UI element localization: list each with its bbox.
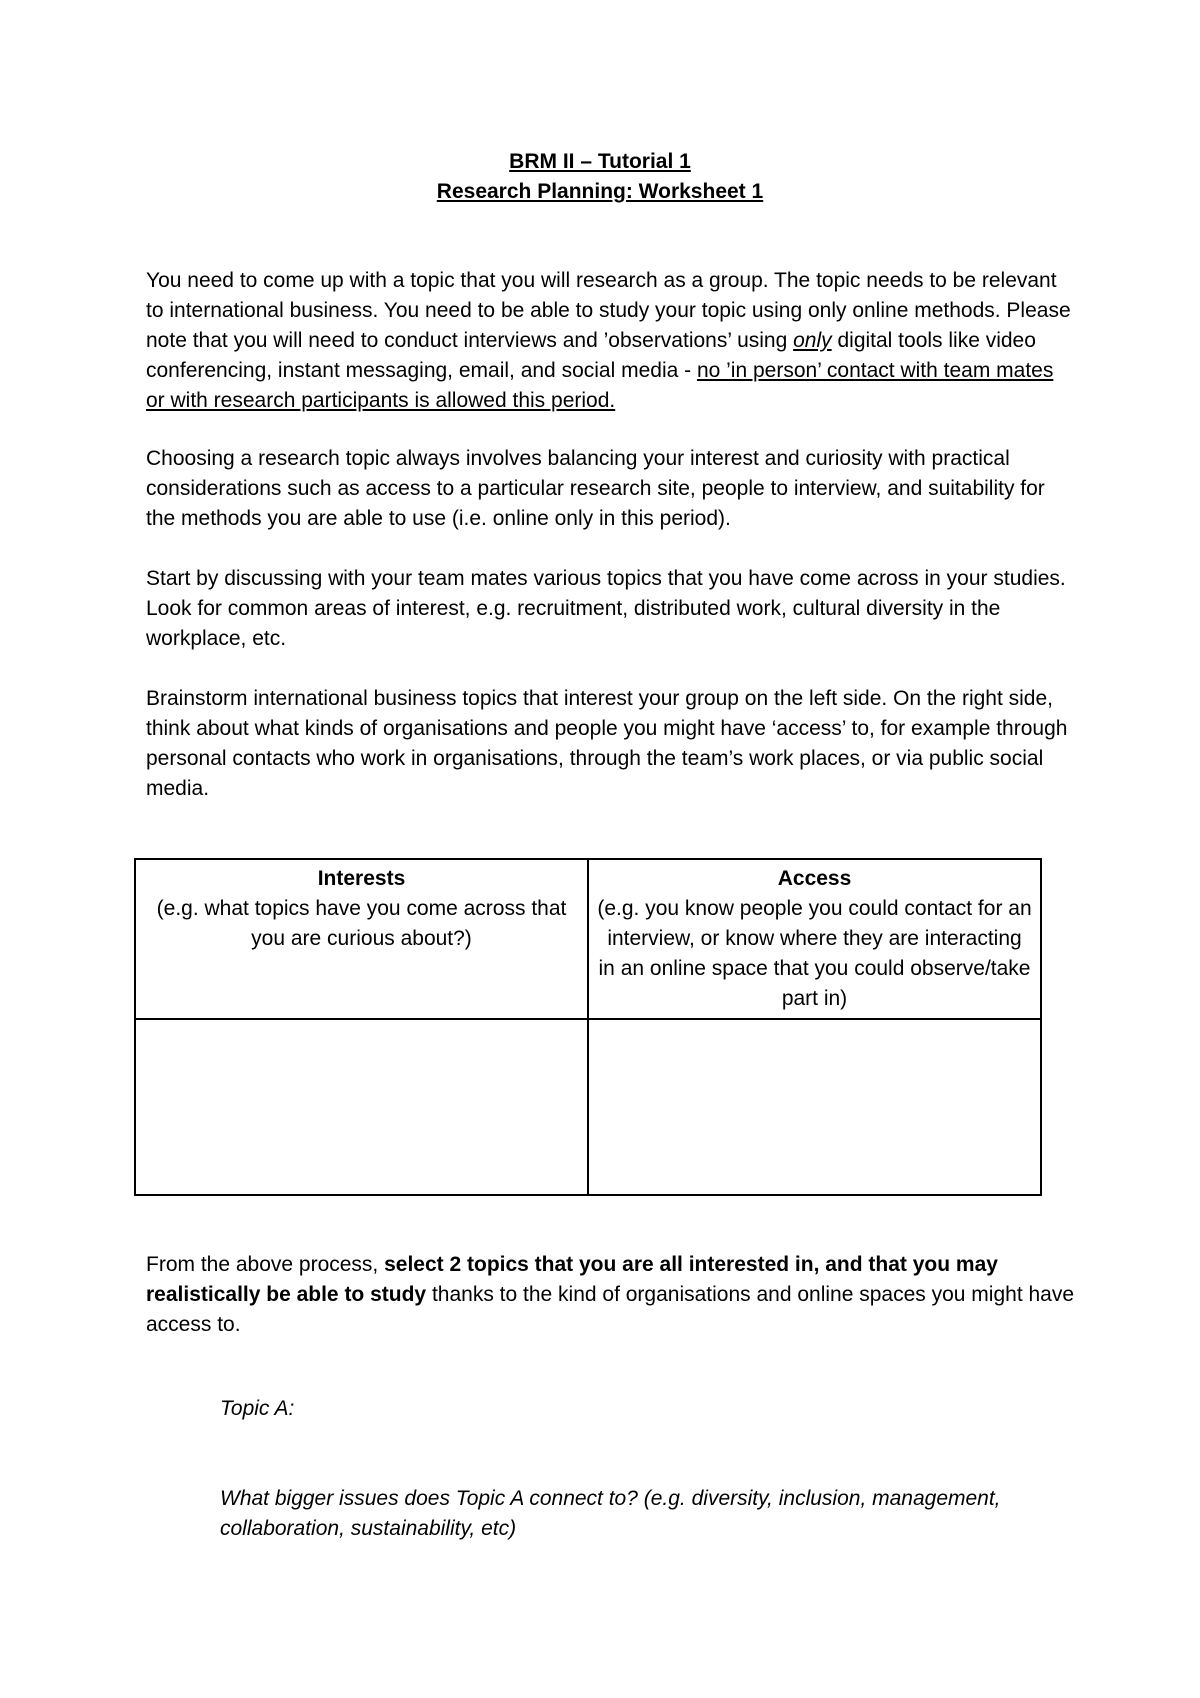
table-answer-row bbox=[135, 1019, 1041, 1195]
interests-header-cell bbox=[135, 859, 588, 1019]
intro-text-a: You need to come up with a topic that you will research as a group. The topic needs to be relevant to international business. You need to be able to study your topic using only online methods. Please note that you will need to conduct interviews and ’observations’ using bbox=[146, 269, 1071, 352]
access-answer-cell[interactable] bbox=[588, 1019, 1041, 1195]
interests-column-description: (e.g. what topics have you come across that you are curious about?) bbox=[156, 897, 567, 950]
interests-answer-cell[interactable] bbox=[135, 1019, 588, 1195]
worksheet-subtitle: Research Planning: Worksheet 1 bbox=[436, 180, 764, 203]
intro-text-b: digital tools like video conferencing, instant messaging, email, and social media - bbox=[146, 329, 1036, 382]
choosing-paragraph: Choosing a research topic always involves balancing your interest and curiosity with practical considerations such as access to a particular research site, people to interview, and suitability for the methods you are able to use (i.e. online only in this period). bbox=[146, 447, 1045, 530]
selection-text-b: thanks to the kind of organisations and online spaces you might have access to. bbox=[146, 1283, 1075, 1336]
access-header-cell bbox=[588, 859, 1041, 1019]
selection-paragraph bbox=[146, 1250, 1076, 1340]
table-header-row bbox=[135, 859, 1041, 1019]
interests-access-table bbox=[134, 858, 1042, 1196]
interests-column-title: Interests bbox=[317, 867, 406, 890]
access-column-description: (e.g. you know people you could contact for an interview, or know where they are interacting in an online space that you could observe/take part in) bbox=[597, 897, 1032, 1010]
worksheet-title: BRM II – Tutorial 1 bbox=[509, 150, 691, 173]
intro-paragraph bbox=[146, 266, 1076, 416]
topic-a-prompt: Topic A: bbox=[220, 1397, 295, 1420]
start-paragraph: Start by discussing with your team mates various topics that you have come across in your studies. Look for common areas of interest, e.g. recruitment, distributed work, cultural diversity in the workplace, etc. bbox=[146, 567, 1066, 650]
selection-text-a: From the above process, bbox=[146, 1253, 385, 1276]
selection-bold-text: select 2 topics that you are all interested in, and that you may realistically be able to study bbox=[146, 1253, 998, 1306]
intro-underlined-note: no ’in person’ contact with team mates or with research participants is allowed this period. bbox=[146, 359, 1054, 412]
brainstorm-paragraph: Brainstorm international business topics that interest your group on the left side. On the right side, think about what kinds of organisations and people you might have ‘access’ to, for example through personal contacts who work in organisations, through the team’s work places, or via public social media. bbox=[146, 687, 1068, 800]
intro-emphasis-only: only bbox=[793, 329, 832, 352]
bigger-issues-prompt: What bigger issues does Topic A connect to? (e.g. diversity, inclusion, management, collaboration, sustainability, etc) bbox=[220, 1487, 1001, 1540]
access-column-title: Access bbox=[777, 867, 852, 890]
